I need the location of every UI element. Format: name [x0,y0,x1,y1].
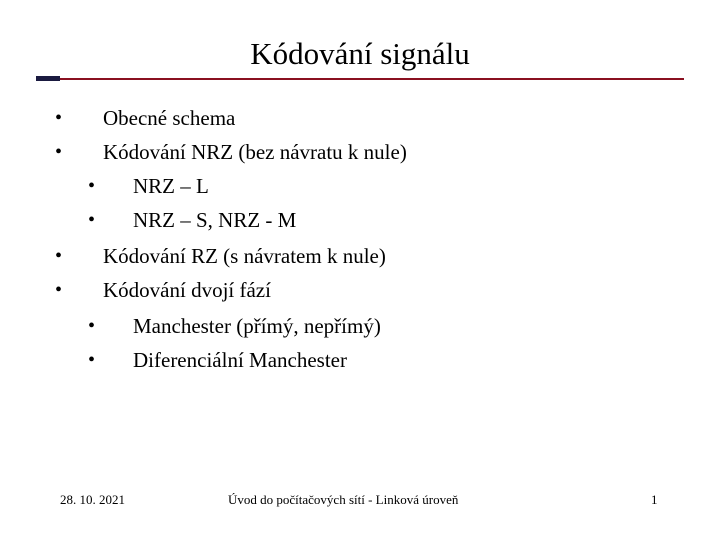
bullet-marker: • [88,175,96,197]
title-rule [60,78,684,80]
list-item-text: Manchester (přímý, nepřímý) [133,314,381,338]
list-item-text: Diferenciální Manchester [133,348,347,372]
bullet-marker: • [88,349,96,371]
footer-caption: Úvod do počítačových sítí - Linková úroveň [228,492,459,507]
bullet-marker: • [55,245,63,267]
list-subitem-nrz-l [0,169,720,203]
footer-date: 28. 10. 2021 [60,492,125,507]
bullet-marker: • [55,279,63,301]
list-subitem-nrz-s-m [0,203,720,237]
footer-page-number: 1 [651,492,658,507]
bullet-marker: • [88,209,96,231]
list-item-text: Kódování NRZ (bez návratu k nule) [103,140,407,164]
list-item-rz [0,239,720,273]
slide-title: Kódování signálu [250,36,470,71]
bullet-marker: • [55,107,63,129]
list-item-nrz [0,135,720,169]
list-item-overview [0,101,720,135]
bullet-marker: • [88,315,96,337]
list-subitem-diff-manchester [0,343,720,377]
bullet-marker: • [55,141,63,163]
list-subitem-manchester [0,309,720,343]
list-item-text: Kódování RZ (s návratem k nule) [103,244,386,268]
list-item-text: Kódování dvojí fází [103,278,271,302]
list-item-text: NRZ – L [133,174,209,198]
list-item-text: NRZ – S, NRZ - M [133,208,297,232]
list-item-biphase [0,273,720,307]
list-item-text: Obecné schema [103,106,236,130]
title-rule-accent [36,76,60,81]
